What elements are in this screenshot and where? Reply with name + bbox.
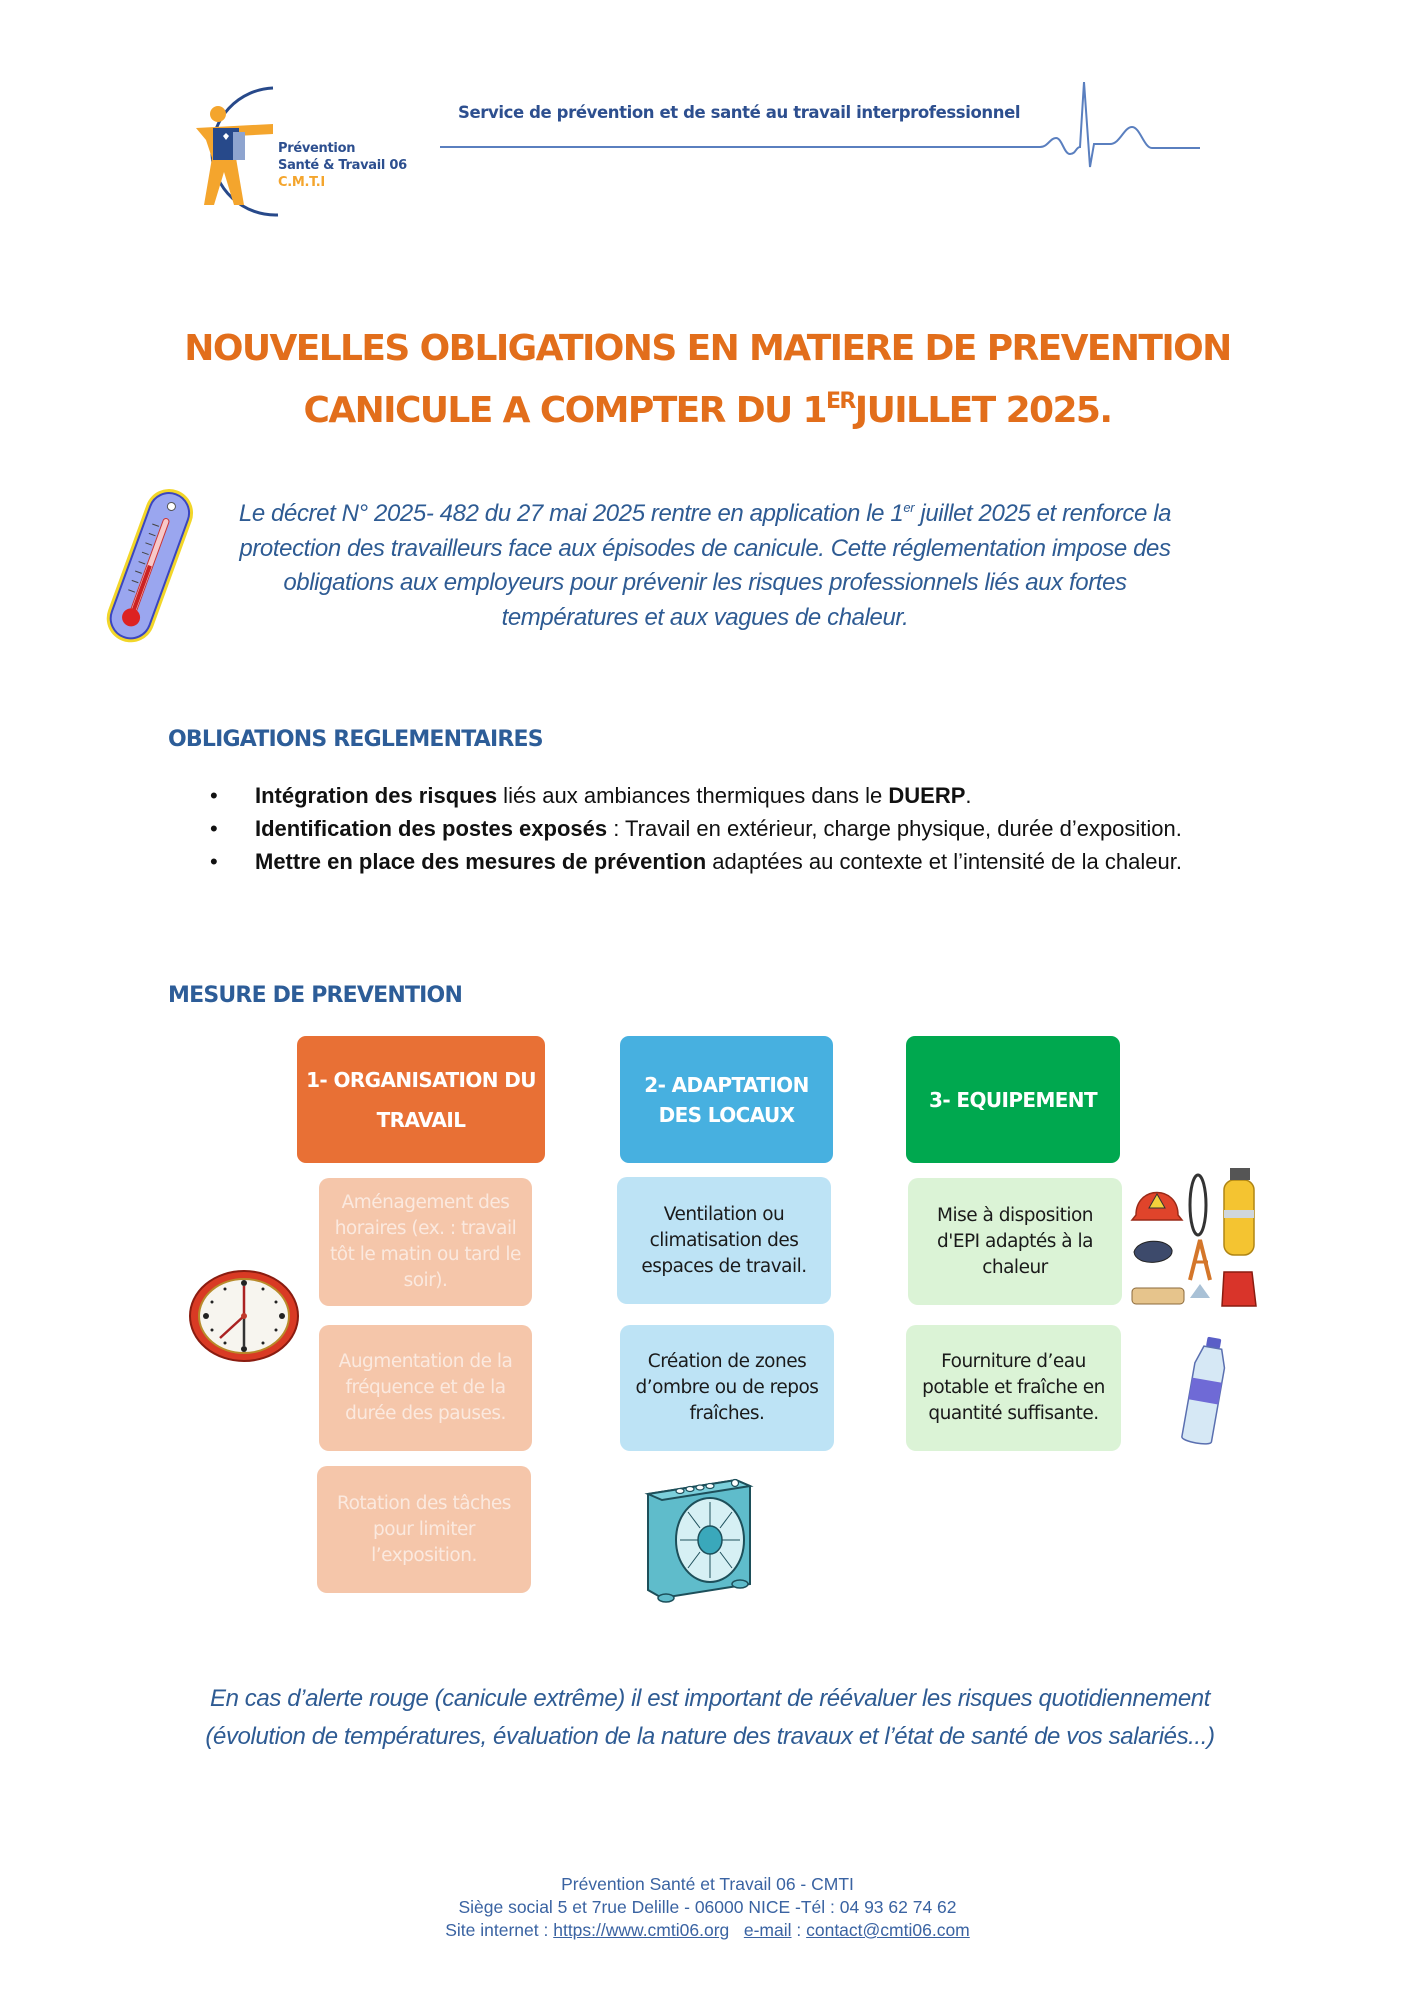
obligation-item [210,813,1250,845]
email-link[interactable]: contact@cmti06.com [806,1920,970,1940]
title-line-2 [0,380,1415,442]
obligations-heading: OBLIGATIONS REGLEMENTAIRES [168,727,543,752]
website-link[interactable]: https://www.cmti06.org [553,1920,730,1940]
title-line-1: NOUVELLES OBLIGATIONS EN MATIERE DE PREVENTION [184,328,1231,369]
obligation-text: adaptées au contexte et l’intensité de la chaleur. [706,849,1182,874]
intro-superscript: er [903,500,915,515]
protective-equipment-icon [1128,1160,1270,1310]
closing-paragraph: En cas d’alerte rouge (canicule extrême) il est important de réévaluer les risques quotidiennement (évolution de températures, évaluation de la nature des travaux et l’état de santé de vos salariés...) [205,1685,1215,1750]
logo-text [278,140,407,191]
obligation-bold: Intégration des risques [255,783,498,808]
obligation-item [210,846,1250,878]
footer-contact [0,1919,1415,1942]
title-line-2-date: JUILLET 2025. [854,390,1112,431]
obligation-bold: Identification des postes exposés [255,816,608,841]
obligation-text-2: . [965,783,972,808]
intro-text-2: juillet 2025 et renforce la protection des travailleurs face aux épisodes de canicule. Cette réglementation impose des obligations aux employeurs pour prévenir les risques professionnels liés aux fortes températures et aux vagues de chaleur. [239,500,1172,631]
page-title [0,318,1415,442]
clock-icon [188,1268,300,1364]
column-header-equipement: 3- EQUIPEMENT [906,1036,1120,1163]
measure-item: Rotation des tâches pour limiter l’exposition. [317,1466,531,1593]
header-tagline: Service de prévention et de santé au travail interprofessionnel [458,103,1021,122]
footer-address: Siège social 5 et 7rue Delille - 06000 NICE -Tél : 04 93 62 74 62 [458,1897,957,1917]
obligation-bold: Mettre en place des mesures de prévention [255,849,707,874]
thermometer-icon [88,480,208,650]
obligation-item [210,780,1250,812]
measure-item: Ventilation ou climatisation des espaces de travail. [617,1177,831,1304]
air-cooler-icon [640,1472,756,1604]
obligation-text: : Travail en extérieur, charge physique, durée d’exposition. [607,816,1182,841]
obligations-list [210,780,1250,879]
email-separator: : [791,1920,807,1940]
water-bottle-icon [1180,1335,1230,1450]
email-label-link[interactable]: e-mail [743,1920,792,1940]
measure-item: Mise à disposition d'EPI adaptés à la chaleur [908,1178,1122,1305]
measure-item: Création de zones d’ombre ou de repos fraîches. [620,1325,834,1451]
logo-line-3: C.M.T.I [278,175,325,190]
intro-text-1: Le décret N° 2025- 482 du 27 mai 2025 rentre en application le 1 [238,500,904,527]
title-superscript: ER [826,389,855,414]
footer [0,1873,1415,1942]
ecg-line-icon [440,82,1200,172]
site-label: Site internet : [445,1920,554,1940]
measures-heading: MESURE DE PREVENTION [168,983,463,1008]
measure-item: Fourniture d’eau potable et fraîche en quantité suffisante. [906,1325,1121,1451]
title-line-2-text: CANICULE A COMPTER DU 1 [303,390,826,431]
obligation-bold-2: DUERP [888,783,966,808]
footer-organisation: Prévention Santé et Travail 06 - CMTI [561,1874,854,1894]
obligation-text: liés aux ambiances thermiques dans le [497,783,889,808]
logo-line-1: Prévention [278,141,356,156]
column-header-organisation: 1- ORGANISATION DU TRAVAIL [297,1036,545,1163]
measure-item: Augmentation de la fréquence et de la durée des pauses. [319,1325,532,1451]
column-header-locaux: 2- ADAPTATION DES LOCAUX [620,1036,833,1163]
intro-paragraph [225,497,1185,635]
measure-item: Aménagement des horaires (ex. : travail tôt le matin ou tard le soir). [319,1178,532,1306]
logo-line-2: Santé & Travail 06 [278,158,407,173]
